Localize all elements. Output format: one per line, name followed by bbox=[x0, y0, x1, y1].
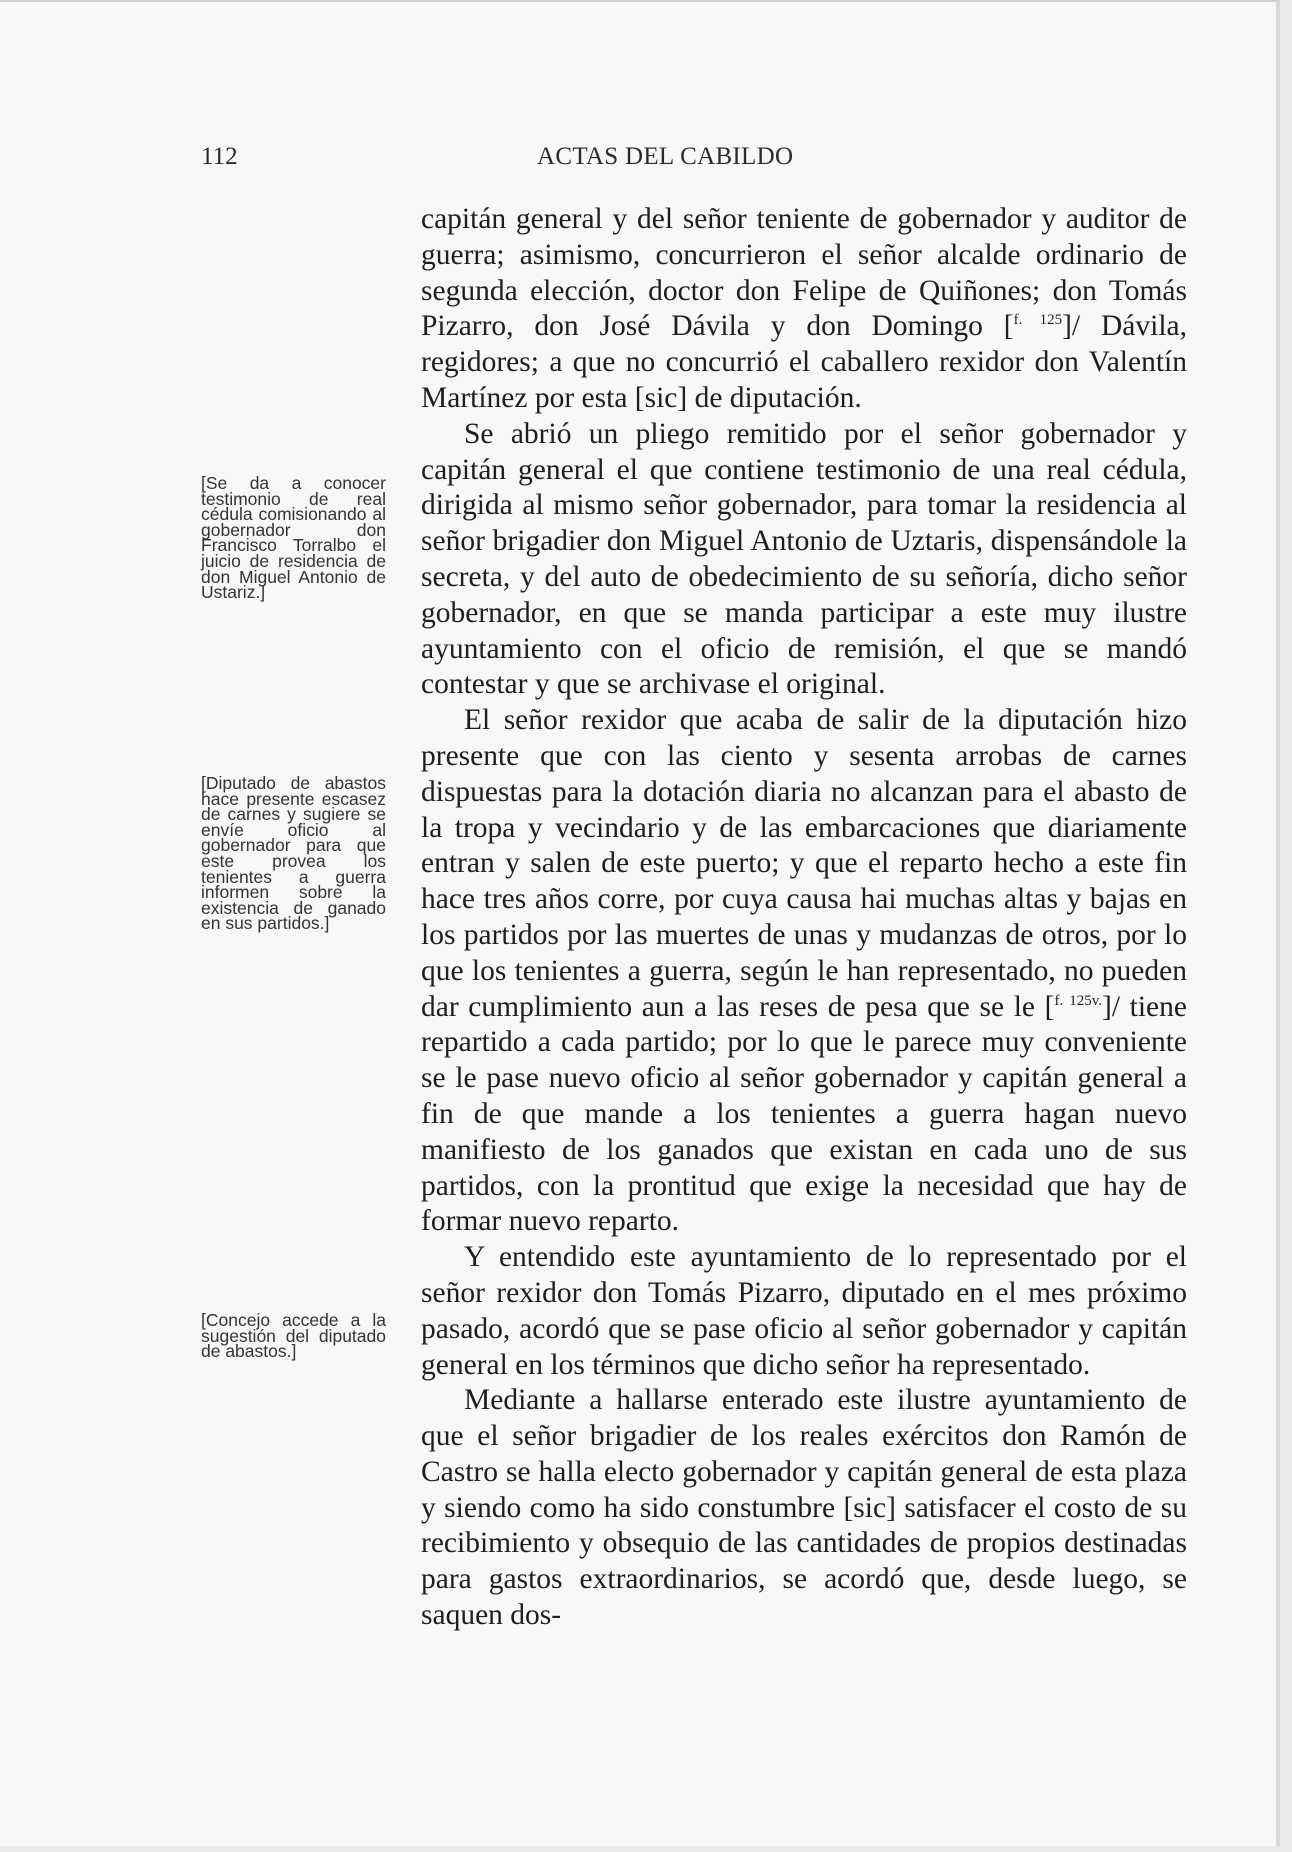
paragraph-4: Y entendido este ayuntamiento de lo representado por el señor rexidor don Tomás Pizarro, diputado en el mes próximo pasado, acordó que se pase oficio al señor gobernador y capitán general en los términos que dicho señor ha representado. bbox=[421, 1241, 1187, 1381]
paragraph-3-text-a: El señor rexidor que acaba de salir de la diputación hizo presente que con las ciento y sesenta arrobas de carnes dispuestas para la dotación diaria no alcanzan para el abasto de la tropa y vecindario y de las embarcaciones que diariamente entran y salen de este puerto; y que el reparto hecho a este fin hace tres años corre, por cuya causa hai muchas altas y bajas en los partidos por las muertes de unas y mudanzas de otros, por lo que los tenientes a guerra, según le han representado, no pueden dar cumplimiento aun a las reses de pesa que se le [ bbox=[421, 704, 1187, 1023]
paragraph-5: Mediante a hallarse enterado este ilustre ayuntamiento de que el señor brigadier de los reales exércitos don Ramón de Castro se halla electo gobernador y capitán general de esta plaza y siendo como ha sido constumbre [sic] satisfacer el costo de su recibimiento y obsequio de las cantidades de propios destinadas para gastos extraordinarios, se acordó que, desde luego, se saquen dos- bbox=[421, 1384, 1187, 1632]
paragraph-1 bbox=[421, 202, 1187, 417]
paragraph-1-text-b: ]/ Dávila, regidores; a que no concurrió el caballero rexidor don Valentín Martínez por esta [sic] de diputación. bbox=[421, 310, 1188, 414]
margin-note-concejo: [Concejo accede a la sugestión del diputado de abastos.] bbox=[201, 1310, 386, 1362]
paragraph-2: Se abrió un pliego remitido por el señor gobernador y capitán general el que contiene testimonio de una real cédula, dirigida al mismo señor gobernador, para tomar la residencia al señor brigadier don Miguel Antonio de Uztaris, dispensándole la secreta, y del auto de obedecimiento de su señoría, dicho señor gobernador, en que se manda participar a este muy ilustre ayuntamiento con el oficio de remisión, el que se mandó contestar y que se archivase el original. bbox=[421, 417, 1187, 701]
paragraph-1-text-a: capitán general y del señor teniente de gobernador y auditor de guerra; asimismo, concurrieron el señor alcalde ordinario de segunda elección, doctor don Felipe de Quiñones; don Tomás Pizarro, don José Dávila y don Domingo [ bbox=[421, 203, 1187, 343]
folio-reference: f. 125v. bbox=[1054, 992, 1102, 1009]
page-number: 112 bbox=[201, 143, 238, 170]
paragraph-3-text-b: ]/ tiene repartido a cada partido; por lo que le parece muy conveniente se le pase nuevo oficio al señor gobernador y capitán general a fin de que mande a los tenientes a guerra hagan nuevo manifiesto de los ganados que existan en cada uno de sus partidos, con la prontitud que exige la necesidad que hay de formar nuevo reparto. bbox=[421, 990, 1187, 1238]
main-text bbox=[421, 202, 1187, 1634]
margin-note-diputado: [Diputado de abastos hace presente escasez de carnes y sugiere se envíe oficio al gobernador para que este provea los tenientes a guerra informen sobre la existencia de ganado en sus partidos.] bbox=[201, 773, 386, 934]
folio-reference: f. 125 bbox=[1013, 312, 1063, 329]
running-title: ACTAS DEL CABILDO bbox=[537, 143, 794, 170]
paragraph-3 bbox=[421, 703, 1187, 1240]
margin-note-cedula: [Se da a conocer testimonio de real cédula comisionando al gobernador don Francisco Torralbo el juicio de residencia de don Miguel Antonio de Ustariz.] bbox=[201, 473, 386, 603]
